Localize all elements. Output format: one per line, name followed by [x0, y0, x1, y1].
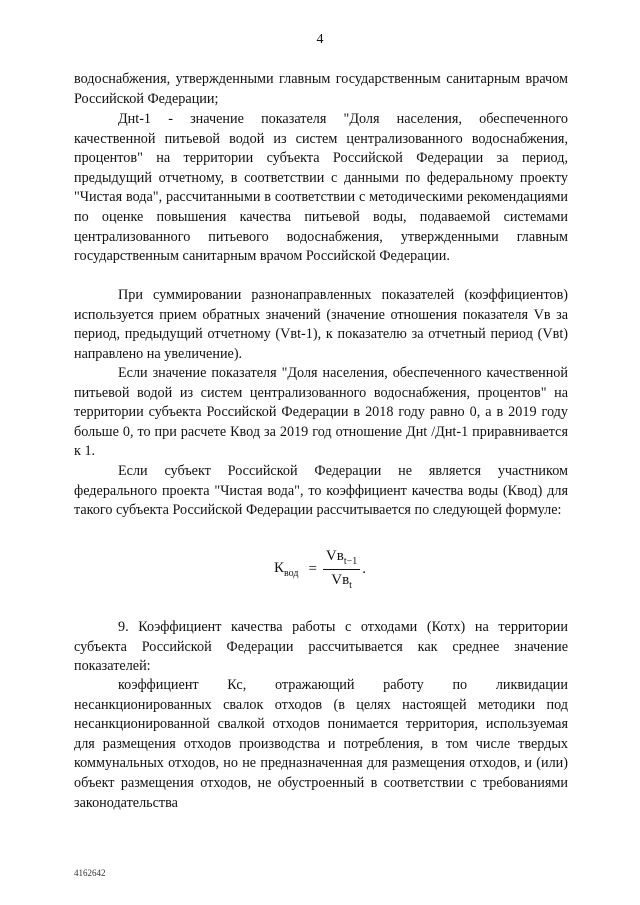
formula-lhs: $К_{вод}$: [273, 560, 299, 579]
paragraph-zero-case: Если значение показателя "Доля населения, обеспеченного качественной питьевой водой из систем централизованного водоснабжения, процентов" на территории субъекта Российской Федерации в 2018 году равно 0, а в 2019 году больше 0, то при расчете Квод за 2019 год отношение Днt /Днt-1 приравнивается к 1.: [74, 365, 568, 460]
formula-fraction: [323, 548, 360, 591]
formula-equals: =: [308, 561, 317, 577]
page-number: 4: [316, 32, 324, 47]
paragraph-dn-definition: Днt-1 - значение показателя "Доля населения, обеспеченного качественной питьевой водой из систем централизованного водоснабжения, процентов" на территории субъекта Российской Федерации за период, предыдущий отчетному, в соответствии с данными по федеральному проекту "Чистая вода", рассчитанными в соответствии с методическими рекомендациями по оценке повышения качества питьевой воды, подаваемой системами централизованного питьевого водоснабжения, утвержденными главным государственным санитарным врачом Российской Федерации.: [74, 111, 568, 265]
paragraph-continuation: водоснабжения, утвержденными главным государственным санитарным врачом Российской Федерации;: [74, 71, 568, 107]
paragraph-reverse-values: При суммировании разнонаправленных показателей (коэффициентов) используется прием обратных значений (значение отношения показателя Vв за период, предыдущий отчетному (Vвt-1), к показателю за отчетный период (Vвt) направлено на увеличение).: [74, 287, 568, 362]
document-id: 4162642: [74, 868, 106, 878]
formula-kvod: [0, 548, 640, 591]
formula-denominator: $Vв_t$: [331, 572, 352, 591]
formula-period: .: [362, 561, 367, 577]
formula-numerator: $Vв_{t-1}$: [323, 548, 360, 570]
paragraph-kc-definition: коэффициент Кс, отражающий работу по ликвидации несанкционированных свалок отходов (в целях настоящей методики под несанкционированной свалкой отходов понимается территория, используемая для размещения отходов производства и потребления, в том числе твердых коммунальных отходов, но не предназначенная для размещения отходов, и (или) объект размещения отходов, не обустроенный в соответствии с требованиями законодательства: [74, 677, 568, 811]
paragraph-section-9: 9. Коэффициент качества работы с отходами (Котх) на территории субъекта Российской Федерации рассчитывается как среднее значение показателей:: [74, 619, 568, 675]
paragraph-non-participant: Если субъект Российской Федерации не является участником федерального проекта "Чистая вода", то коэффициент качества воды (Квод) для такого субъекта Российской Федерации рассчитывается по следующей формуле:: [74, 463, 568, 519]
